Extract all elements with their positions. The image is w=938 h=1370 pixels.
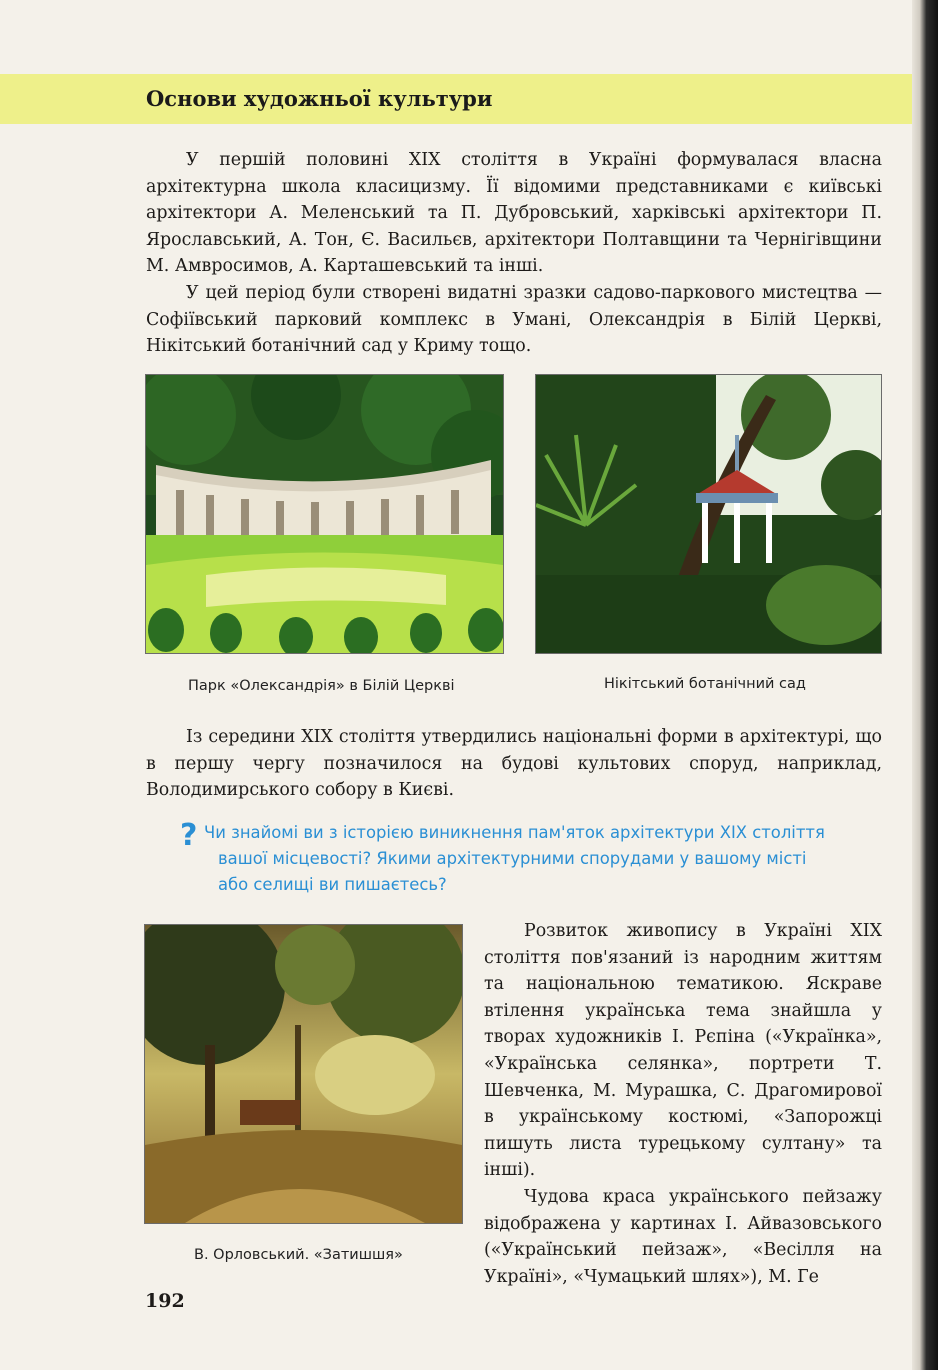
park-caption: Парк «Олександрія» в Білій Церкві [188, 678, 455, 694]
paragraph: Із середини XIX століття утвердились національні форми в архітектурі, що в першу чергу позначилося на будові культових споруд, наприклад, Володимирського собору в Києві. [146, 727, 882, 801]
section-title: Основи художньої культури [146, 86, 493, 111]
park-photo [145, 374, 504, 654]
garden-caption: Нікітський ботанічний сад [604, 676, 806, 692]
garden-image [536, 375, 881, 653]
question-line: вашої місцевості? Якими архітектурними спорудами у вашому місті [218, 849, 807, 868]
page-edge [912, 0, 938, 1370]
question-box [204, 820, 884, 898]
painting-photo [144, 924, 463, 1224]
paragraph: У першій половині XIX століття в Україні формувалася власна архітектурна школа класицизму. Її відомими представниками є київські архітектори А. Меленський та П. Дубровський, харківські архітектори П. Ярославський, А. Тон, Є. Васильєв, архітектори Полтавщини та Чернігівщини М. Амвросимов, А. Карташевський та інші. [146, 150, 882, 277]
page-number: 192 [145, 1290, 185, 1312]
question-line: або селищі ви пишаєтесь? [218, 875, 447, 894]
garden-photo [535, 374, 882, 654]
painting-text [484, 918, 882, 1290]
middle-text [146, 724, 882, 804]
question-mark-icon: ? [180, 818, 198, 853]
painting-caption: В. Орловський. «Затишшя» [194, 1247, 403, 1263]
painting-image [145, 925, 462, 1223]
question-line: Чи знайомі ви з історією виникнення пам'яток архітектури XIX століття [204, 823, 825, 842]
park-image [146, 375, 503, 653]
intro-text [146, 147, 882, 360]
paragraph: Розвиток живопису в Україні XIX століття пов'язаний із народним життям та національною тематикою. Яскраве втілення українська тема знайшла у творах художників І. Рєпіна («Українка», «Українська селянка», портрети Т. Шевченка, М. Мурашка, С. Драгомирової в українському костюмі, «Запорожці пишуть листа турецькому султану» та інші). [484, 921, 882, 1181]
paragraph: У цей період були створені видатні зразки садово-паркового мистецтва — Софіївський парковий комплекс в Умані, Олександрія в Білій Церкві, Нікітський ботанічний сад у Криму тощо. [146, 282, 882, 357]
paragraph: Чудова краса українського пейзажу відображена у картинах І. Айвазовського («Український пейзаж», «Весілля на Україні», «Чумацький шлях»), М. Ге [484, 1186, 882, 1287]
